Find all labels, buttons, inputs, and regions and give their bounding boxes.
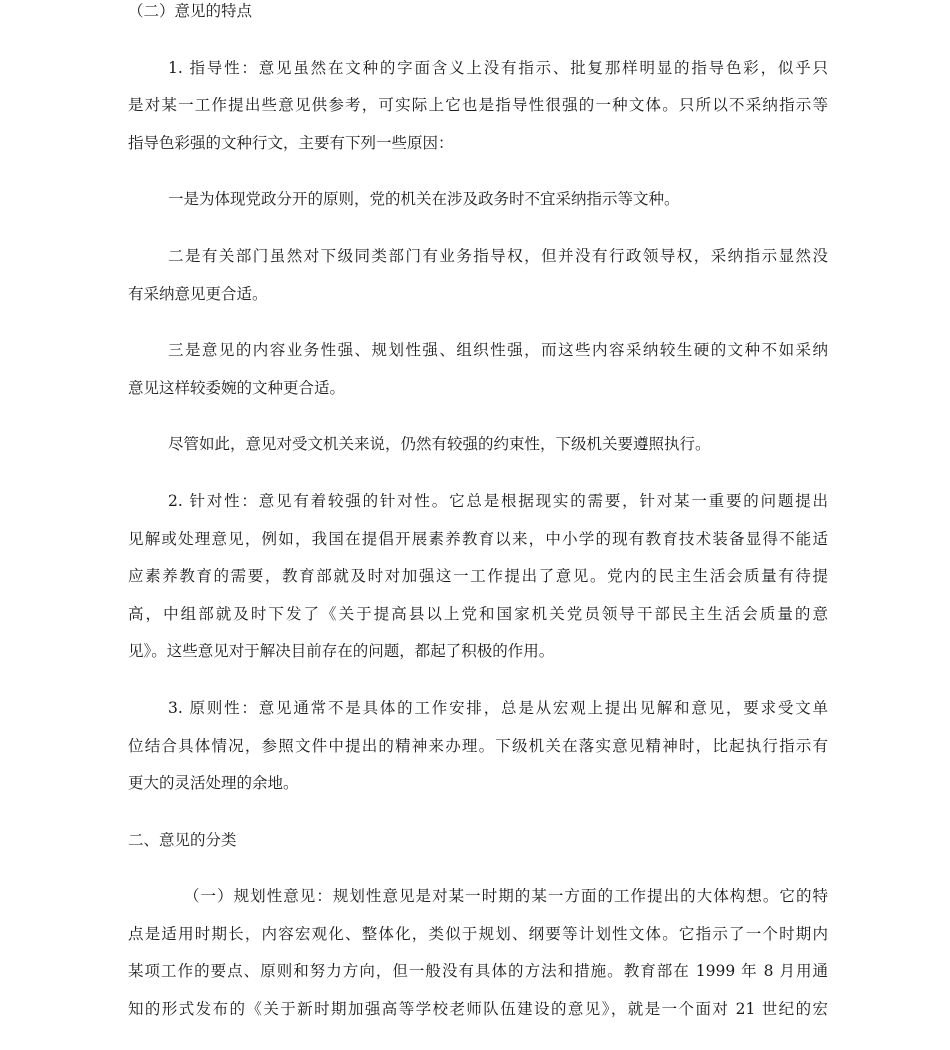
paragraph-line: 知的形式发布的《关于新时期加强高等学校老师队伍建设的意见》，就是一个面对 21 世纪的宏 [128,1000,828,1019]
paragraph-line: 见》。这些意见对于解决目前存在的问题，都起了积极的作用。 [128,642,555,661]
paragraph-line: 有采纳意见更合适。 [128,284,268,303]
paragraph-line: 高，中组部就及时下发了《关于提高县以上党和国家机关党员领导干部民主生活会质量的意 [128,604,828,623]
paragraph-point-1 [128,50,828,163]
paragraph-line: 三是意见的内容业务性强、规划性强、组织性强，而这些内容采纳较生硬的文种不如采纳 [168,341,828,360]
section-heading-types: 二、意见的分类 [128,830,237,849]
paragraph-line: （一）规划性意见：规划性意见是对某一时期的某一方面的工作提出的大体构想。它的特 [184,887,828,906]
paragraph-line: 一是为体现党政分开的原则，党的机关在涉及政务时不宜采纳指示等文种。 [168,190,680,209]
paragraph-line: 意见这样较委婉的文种更合适。 [128,378,346,397]
paragraph-line: 3. 原则性：意见通常不是具体的工作安排，总是从宏观上提出见解和意见，要求受文单 [168,698,828,717]
paragraph-type-1 [128,878,828,1028]
paragraph-line: 二是有关部门虽然对下级同类部门有业务指导权，但并没有行政领导权，采纳指示显然没 [168,246,828,265]
section-heading-features: （二）意见的特点 [128,2,253,20]
paragraph-line: 某项工作的要点、原则和努力方向，但一般没有具体的方法和措施。教育部在 1999 年 8 月用通 [128,962,828,981]
paragraph-point-2 [128,483,828,671]
paragraph-line: 是对某一工作提出些意见供参考，可实际上它也是指导性很强的一种文体。只所以不采纳指示等 [128,96,828,115]
paragraph-constraint-note [128,426,828,464]
paragraph-line: 位结合具体情况，参照文件中提出的精神来办理。下级机关在落实意见精神时，比起执行指示有 [128,736,828,755]
paragraph-point-3 [128,690,828,803]
paragraph-line: 1. 指导性：意见虽然在文种的字面含义上没有指示、批复那样明显的指导色彩，似乎只 [168,58,828,77]
paragraph-line: 尽管如此，意见对受文机关来说，仍然有较强的约束性，下级机关要遵照执行。 [168,435,711,454]
paragraph-line: 点是适用时期长，内容宏观化、整体化，类似于规划、纲要等计划性文体。它指示了一个时期内 [128,924,828,943]
paragraph-reason-3 [128,332,828,407]
paragraph-reason-2 [128,238,828,313]
paragraph-line: 应素养教育的需要，教育部就及时对加强这一工作提出了意见。党内的民主生活会质量有待提 [128,567,828,586]
paragraph-line: 更大的灵活处理的余地。 [128,774,299,793]
paragraph-line: 见解或处理意见，例如，我国在提倡开展素养教育以来，中小学的现有教育技术装备显得不能适 [128,529,828,548]
paragraph-line: 指导色彩强的文种行文，主要有下列一些原因： [128,133,454,152]
document-page [128,0,828,1029]
paragraph-line: 2. 针对性：意见有着较强的针对性。它总是根据现实的需要，针对某一重要的问题提出 [168,491,828,510]
paragraph-reason-1 [128,181,828,219]
